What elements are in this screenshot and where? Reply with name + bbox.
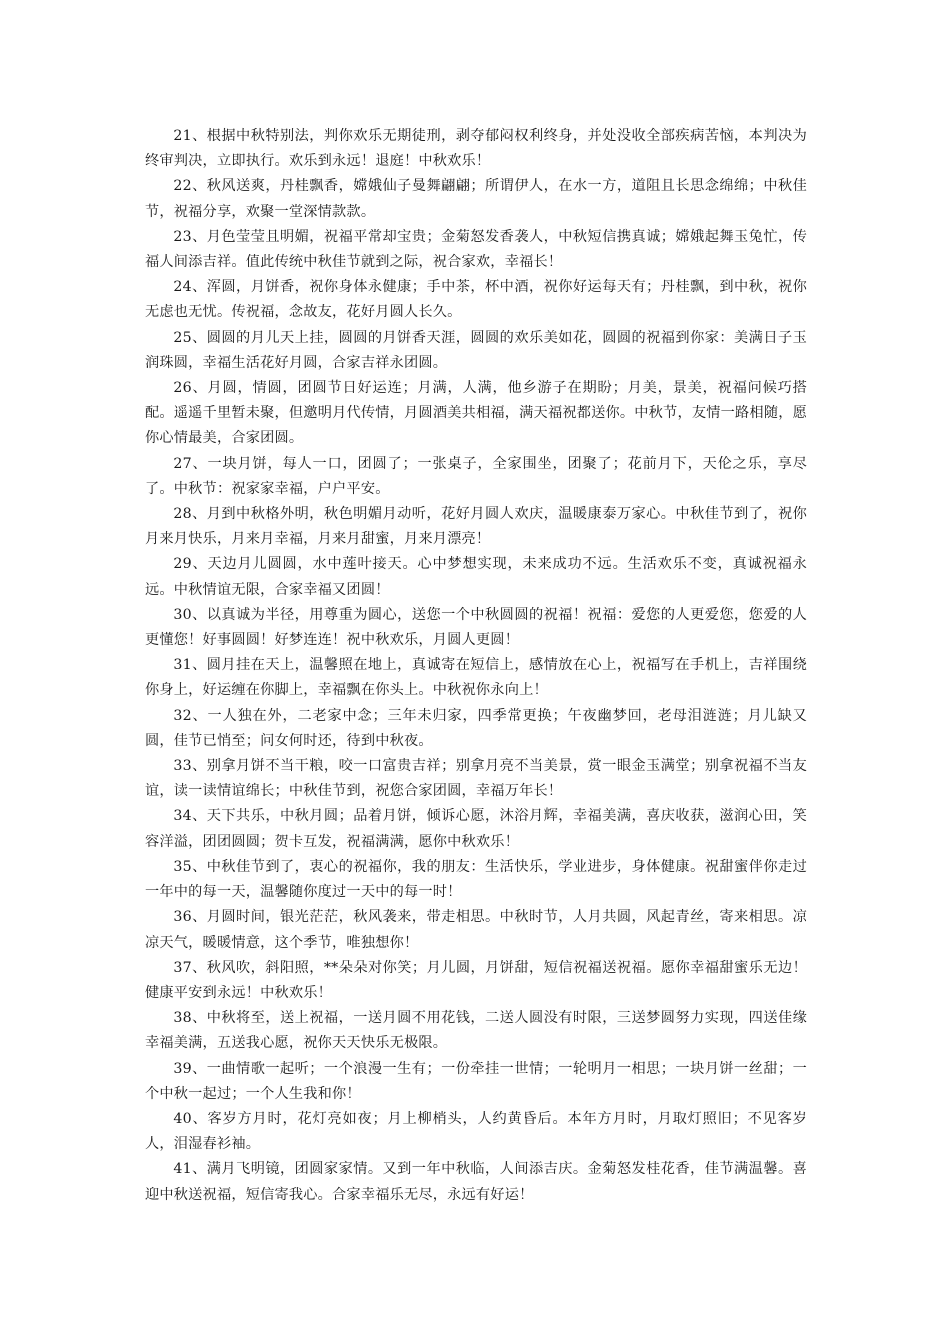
paragraph-23: 23、月色莹莹且明媚，祝福平常却宝贵；金菊怒发香袭人，中秋短信携真诚；嫦娥起舞玉兔忙，传福人间添吉祥。值此传统中秋佳节就到之际，祝合家欢，幸福长！ — [145, 228, 807, 271]
paragraph-38: 38、中秋将至，送上祝福，一送月圆不用花钱，二送人圆没有时限，三送梦圆努力实现，四送佳缘幸福美满，五送我心愿，祝你天天快乐无极限。 — [145, 1010, 807, 1052]
paragraph-34: 34、天下共乐，中秋月圆；品着月饼，倾诉心愿，沐浴月辉，幸福美满，喜庆收获，滋润心田，笑容洋溢，团团圆圆；贺卡互发，祝福满满，愿你中秋欢乐！ — [145, 808, 807, 850]
paragraph-29: 29、天边月儿圆圆，水中莲叶接天。心中梦想实现，未来成功不远。生活欢乐不变，真诚祝福永远。中秋情谊无限，合家幸福又团圆！ — [145, 556, 807, 598]
paragraph-25: 25、圆圆的月儿天上挂，圆圆的月饼香天涯，圆圆的欢乐美如花，圆圆的祝福到你家：美满日子玉润珠圆，幸福生活花好月圆，合家吉祥永团圆。 — [145, 329, 807, 371]
paragraph-32: 32、一人独在外，二老家中念；三年未归家，四季常更换；午夜幽梦回，老母泪涟涟；月儿缺又圆，佳节已悄至；问女何时还，待到中秋夜。 — [145, 707, 807, 749]
paragraph-33: 33、别拿月饼不当干粮，咬一口富贵吉祥；别拿月亮不当美景，赏一眼金玉满堂；别拿祝福不当友谊，读一读情谊绵长；中秋佳节到，祝您合家团圆，幸福万年长！ — [145, 758, 807, 800]
paragraph-37: 37、秋风吹，斜阳照，**朵朵对你笑；月儿圆，月饼甜，短信祝福送祝福。愿你幸福甜蜜乐无边！健康平安到永远！中秋欢乐！ — [145, 959, 807, 1001]
paragraph-24: 24、浑圆，月饼香，祝你身体永健康；手中茶，杯中酒，祝你好运每天有；丹桂飘，到中秋，祝你无虑也无忧。传祝福，念故友，花好月圆人长久。 — [145, 279, 807, 321]
paragraph-35: 35、中秋佳节到了，衷心的祝福你，我的朋友：生活快乐，学业进步，身体健康。祝甜蜜伴你走过一年中的每一天，温馨随你度过一天中的每一时！ — [145, 858, 807, 901]
paragraph-26: 26、月圆，情圆，团圆节日好运连；月满，人满，他乡游子在期盼；月美，景美，祝福问候巧搭配。遥遥千里暂未聚，但邀明月代传情，月圆酒美共相福，满天福祝都送你。中秋节，友情一路相随，愿你心情最美，合家团圆。 — [145, 380, 807, 447]
paragraph-22: 22、秋风送爽，丹桂飘香，嫦娥仙子曼舞翩翩；所谓伊人，在水一方，道阻且长思念绵绵；中秋佳节，祝福分享，欢聚一堂深情款款。 — [145, 178, 807, 220]
document-body — [145, 124, 807, 1208]
paragraph-27: 27、一块月饼，每人一口，团圆了；一张桌子，全家围坐，团聚了；花前月下，天伦之乐，享尽了。中秋节：祝家家幸福，户户平安。 — [145, 455, 807, 497]
paragraph-40: 40、客岁方月时，花灯亮如夜；月上柳梢头，人约黄昏后。本年方月时，月取灯照旧；不见客岁人，泪湿春衫袖。 — [145, 1110, 807, 1153]
paragraph-36: 36、月圆时间，银光茫茫，秋风袭来，带走相思。中秋时节，人月共圆，风起青丝，寄来相思。凉凉天气，暖暖情意，这个季节，唯独想你！ — [145, 909, 807, 951]
paragraph-30: 30、以真诚为半径，用尊重为圆心，送您一个中秋圆圆的祝福！祝福：爱您的人更爱您，您爱的人更懂您！好事圆圆！好梦连连！祝中秋欢乐，月圆人更圆！ — [145, 606, 807, 649]
paragraph-39: 39、一曲情歌一起听；一个浪漫一生有；一份牵挂一世情；一轮明月一相思；一块月饼一丝甜；一个中秋一起过；一个人生我和你！ — [145, 1060, 807, 1102]
paragraph-41: 41、满月飞明镜，团圆家家情。又到一年中秋临，人间添吉庆。金菊怒发桂花香，佳节满温馨。喜迎中秋送祝福，短信寄我心。合家幸福乐无尽，永远有好运！ — [145, 1161, 807, 1203]
paragraph-28: 28、月到中秋格外明，秋色明媚月动听，花好月圆人欢庆，温暖康泰万家心。中秋佳节到了，祝你月来月快乐，月来月幸福，月来月甜蜜，月来月漂亮！ — [145, 506, 807, 548]
paragraph-21: 21、根据中秋特别法，判你欢乐无期徒刑，剥夺郁闷权利终身，并处没收全部疾病苦恼，本判决为终审判决，立即执行。欢乐到永远！退庭！中秋欢乐！ — [145, 128, 807, 170]
paragraph-31: 31、圆月挂在天上，温馨照在地上，真诚寄在短信上，感情放在心上，祝福写在手机上，吉祥围绕你身上，好运缠在你脚上，幸福飘在你头上。中秋祝你永向上！ — [145, 657, 807, 699]
